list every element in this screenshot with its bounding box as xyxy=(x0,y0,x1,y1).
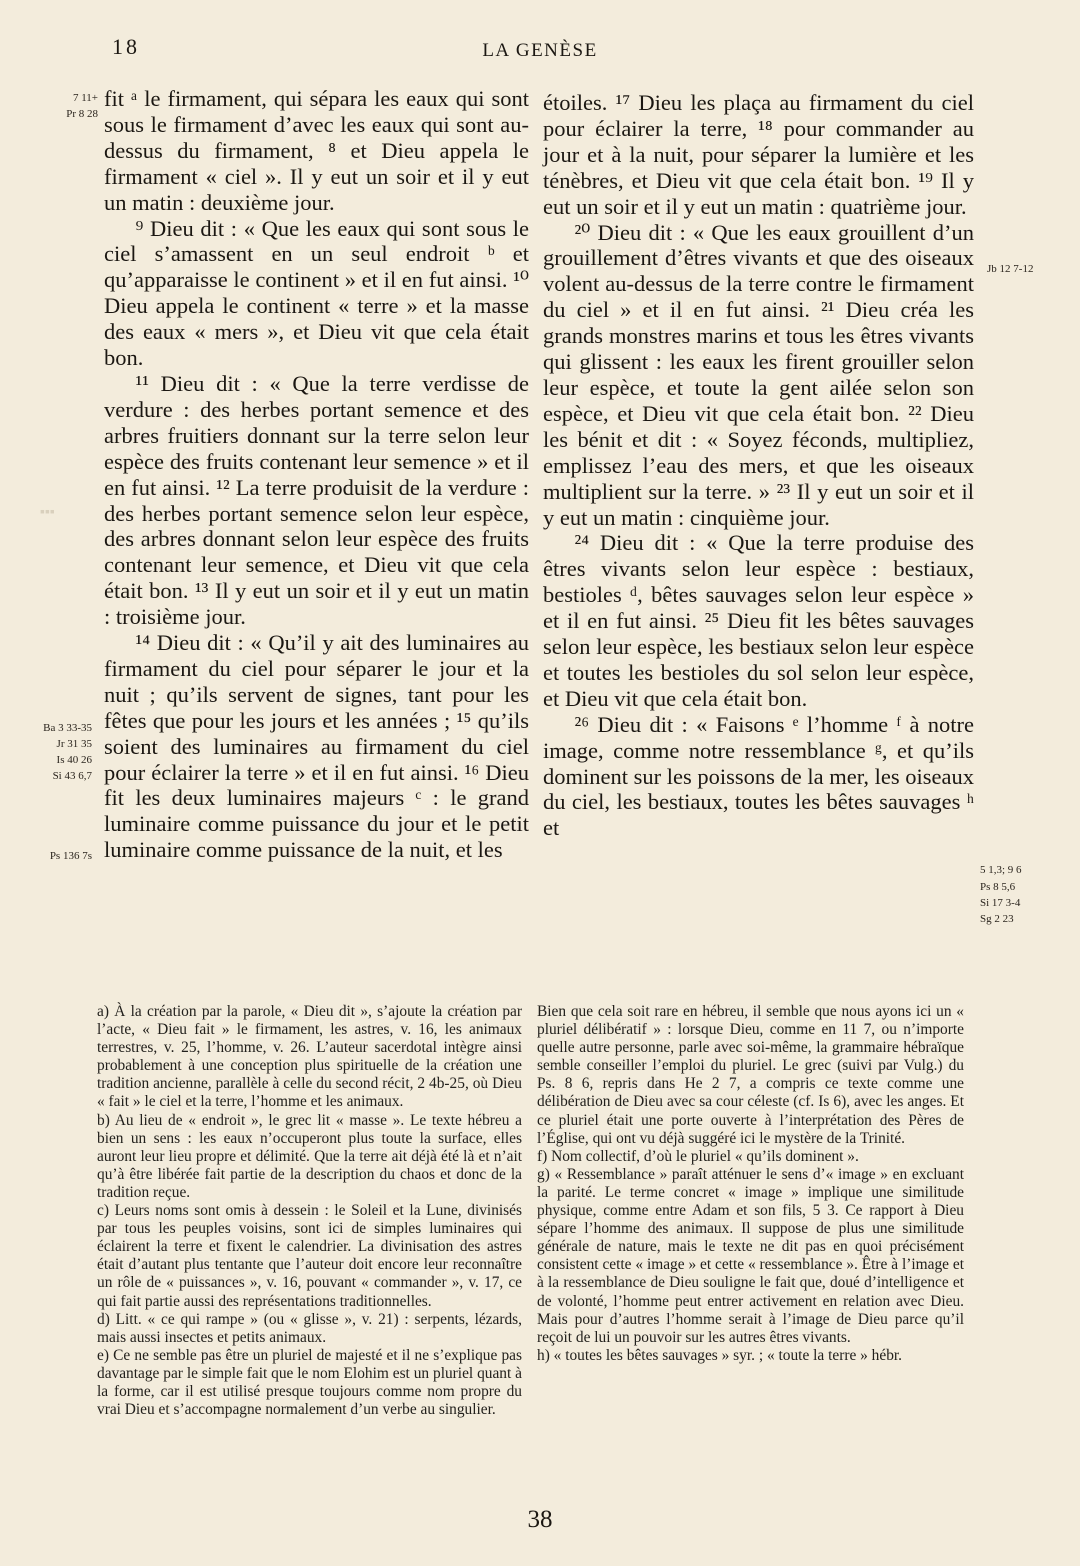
margin-ref: Sg 2 23 xyxy=(980,913,1014,925)
footnote: h) « toutes les bêtes sauvages » syr. ; « toute la terre » hébr. xyxy=(537,1346,903,1364)
margin-ref: Is 40 26 xyxy=(56,754,92,766)
footnote: d) Litt. « ce qui rampe » (ou « glisse », v. 21) : serpents, lézards, mais aussi insectes et petits animaux. xyxy=(97,1310,522,1346)
paragraph: ²⁴ Dieu dit : « Que la terre produise des êtres vivants selon leur espèce : bestiaux, bestioles ᵈ, bêtes sauvages selon leur espèce » et il en fut ainsi. ²⁵ Dieu fit les bêtes sauvages selon leur espèce, les bestiaux selon leur espèce et toutes les bestioles du sol selon leur espèce, et Dieu vit que cela était bon. xyxy=(543,530,974,711)
footnotes-left xyxy=(97,1003,522,1419)
margin-ref: Ps 136 7s xyxy=(49,850,92,862)
body-column-left xyxy=(104,86,529,863)
margin-ref: Pr 8 28 xyxy=(66,108,98,120)
footnote: b) Au lieu de « endroit », le grec lit « masse ». Le texte hébreu a bien un sens : les eaux n’occuperont plus toute la surface, elles auront leur lieu propre et délimité. Que la terre ait déjà été là et n’ait qu’à être libérée fait partie de la description du chaos et donc de la tradition reçue. xyxy=(97,1111,522,1201)
margin-ref: Si 17 3-4 xyxy=(980,897,1021,909)
folio: 38 xyxy=(527,1506,553,1533)
running-head: LA GENÈSE xyxy=(482,40,598,61)
footnote: a) À la création par la parole, « Dieu dit », s’ajoute la création par l’acte, « Dieu fait » le firmament, les astres, v. 16, les animaux terrestres, v. 25, l’homme, v. 26. L’auteur sacerdotal intègre ainsi probablement à une conception plus spirituelle de la création une tradition ancienne, parallèle à celle du second récit, 2 4b-25, où Dieu « fait » le ciel et la terre, l’homme et les animaux. xyxy=(97,1003,522,1111)
footnotes-right xyxy=(537,1003,964,1365)
footnote: g) « Ressemblance » paraît atténuer le sens d’« image » en excluant la parité. Le terme concret « image » implique une similitude physique, comme entre Adam et son fils, 5 3. Ce rapport à Dieu sépare l’homme des animaux. Il suppose de plus une similitude générale de nature, mais le texte ne dit pas en quoi précisément consistent cette « image » et cette « ressemblance ». Être à l’image et à la ressemblance de Dieu souligne le fait que, doué d’intelligence et de volonté, l’homme peut entrer activement en relation avec Dieu. Mais pour d’autres l’homme serait à l’image de Dieu parce qu’il reçoit de lui un pouvoir sur les autres êtres vivants. xyxy=(537,1165,964,1346)
paragraph: étoiles. ¹⁷ Dieu les plaça au firmament du ciel pour éclairer la terre, ¹⁸ pour commander au jour et à la nuit, pour séparer la lumière et les ténèbres, et Dieu vit que cela était bon. ¹⁹ Il y eut un soir et il y eut un matin : quatrième jour. xyxy=(543,90,974,219)
paragraph: ²⁰ Dieu dit : « Que les eaux grouillent d’un grouillement d’êtres vivants et que des oiseaux volent au-dessus de la terre contre le firmament du ciel » et il en fut ainsi. ²¹ Dieu créa les grands monstres marins et tous les êtres vivants qui glissent : les eaux les firent grouiller selon leur espèce, et toute la gent ailée selon son espèce, et Dieu vit que cela était bon. ²² Dieu les bénit et dit : « Soyez féconds, multipliez, emplissez l’eau des mers, et que les oiseaux multiplient sur la terre. » ²³ Il y eut un soir et il y eut un matin : cinquième jour. xyxy=(543,219,974,530)
footnote: c) Leurs noms sont omis à dessein : le Soleil et la Lune, divinisés par tous les peuples voisins, sont ici de simples luminaires qui éclairent la terre et fixent le calendrier. La divinisation des astres était d’autant plus tentante que l’auteur doit encore leur reconnaître un rôle de « puissances », v. 16, pouvant « commander », v. 17, ce qui fait partie aussi des représentations traditionnelles. xyxy=(97,1202,522,1310)
page-number: 18 xyxy=(112,34,140,59)
margin-ref: 5 1,3; 9 6 xyxy=(980,864,1022,876)
paragraph: ¹¹ Dieu dit : « Que la terre verdisse de verdure : des herbes portant semence et des arbres fruitiers donnant sur la terre selon leur espèce des fruits contenant leur semence » et il en fut ainsi. ¹² La terre produisit de la verdure : des herbes portant semence selon leur espèce, des arbres donnant selon leur espèce des fruits contenant leur semence, et Dieu vit que cela était bon. ¹³ Il y eut un soir et il y eut un matin : troisième jour. xyxy=(104,370,529,630)
footnote: e) Ce ne semble pas être un pluriel de majesté et il ne s’explique pas davantage par le simple fait que le nom Elohim est un pluriel quant à la forme, car il est utilisé presque toujours comme nom propre du vrai Dieu et s’accompagne normalement d’un verbe au singulier. xyxy=(97,1346,522,1419)
paragraph: ⁹ Dieu dit : « Que les eaux qui sont sous le ciel s’amassent en un seul endroit ᵇ et qu’apparaisse le continent » et il en fut ainsi. ¹⁰ Dieu appela le continent « terre » et la masse des eaux « mers », et Dieu vit que cela était bon. xyxy=(104,215,529,371)
paragraph: ²⁶ Dieu dit : « Faisons ᵉ l’homme ᶠ à notre image, comme notre ressemblance ᵍ, et qu’ils dominent sur les poissons de la mer, les oiseaux du ciel, les bestiaux, toutes les bêtes sauvages ʰ et xyxy=(543,711,974,841)
paragraph: fit ᵃ le firmament, qui sépara les eaux qui sont sous le firmament d’avec les eaux qui sont au-dessus du firmament, ⁸ et Dieu appela le firmament « ciel ». Il y eut un soir et il y eut un matin : deuxième jour. xyxy=(104,86,529,215)
paragraph: ¹⁴ Dieu dit : « Qu’il y ait des luminaires au firmament du ciel pour séparer le jour et la nuit ; qu’ils servent de signes, tant pour les fêtes que pour les jours et les années ; ¹⁵ qu’ils soient des luminaires au firmament du ciel pour éclairer la terre » et il en fut ainsi. ¹⁶ Dieu fit les deux luminaires majeurs ᶜ : le grand luminaire comme puissance du jour et le petit luminaire comme puissance de la nuit, et les xyxy=(104,630,529,863)
margin-ref: 7 11+ xyxy=(72,92,98,104)
margin-ref: Ps 8 5,6 xyxy=(980,881,1016,893)
margin-ref: Jb 12 7-12 xyxy=(987,263,1034,275)
margin-ref: Jr 31 35 xyxy=(56,738,92,750)
footnote: f) Nom collectif, d’où le pluriel « qu’ils dominent ». xyxy=(537,1147,859,1165)
margin-ref: Si 43 6,7 xyxy=(52,770,92,782)
footnote: Bien que cela soit rare en hébreu, il semble que nous ayons ici un « pluriel délibératif » : lorsque Dieu, comme en 11 7, ou n’importe quelle autre personne, parle avec soi-même, la grammaire hébraïque semble conseiller l’emploi du pluriel. Le grec (suivi par Vulg.) du Ps. 8 6, repris dans He 2 7, a compris ce texte comme une délibération de Dieu avec sa cour céleste (cf. Is 6), avec les anges. Et ce pluriel était une porte ouverte à l’interprétation des Pères de l’Église, qui ont vu déjà suggéré ici le mystère de la Trinité. xyxy=(537,1003,964,1147)
margin-ref: Ba 3 33-35 xyxy=(43,722,92,734)
body-column-right xyxy=(543,90,974,841)
show-through: ▪▪▪ xyxy=(40,505,55,520)
